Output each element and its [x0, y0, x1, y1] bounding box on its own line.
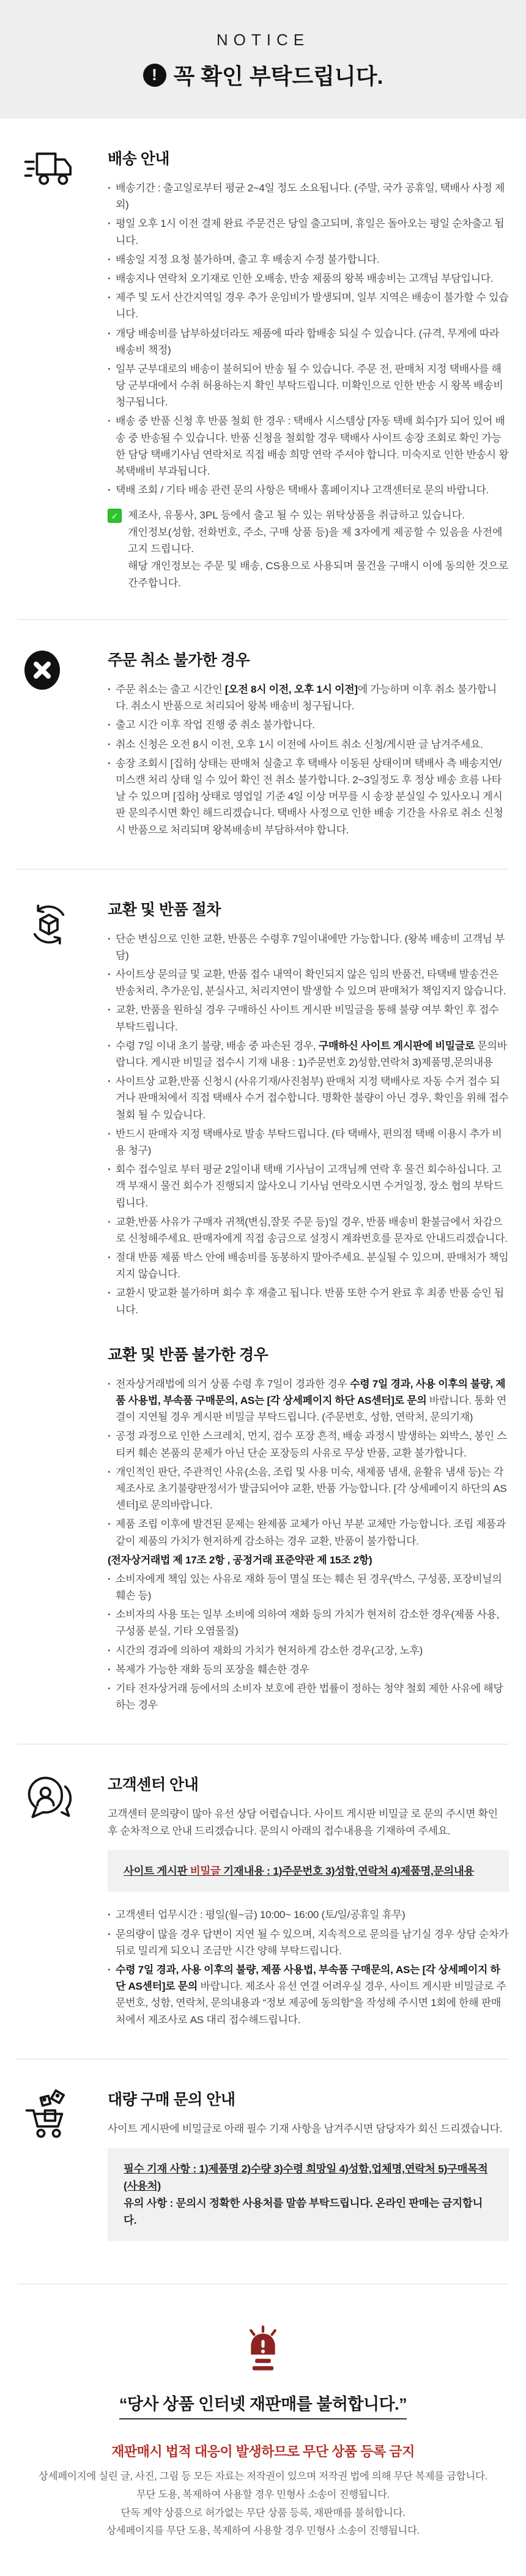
notice-eyebrow: NOTICE: [216, 31, 310, 49]
section-bulk: [0, 2087, 526, 2256]
copyright-line: 상세페이지에 실린 글, 사진, 그림 등 모든 자료는 저작권이 있으며 저작권 법에 의해 무단 복제를 금합니다.: [39, 2471, 487, 2482]
section-exchange-content: [108, 898, 509, 1716]
bulk-required-line: 필수 기재 사항 : 1)제품명 2)수량 3)수령 희망일 4)성함,업체명,연락처 5)구매목적(사용처): [124, 2163, 488, 2193]
list-item: · 기타 전자상거래 등에서의 소비자 보호에 관한 법률이 정하는 청약 철회 제한 사유에 해당하는 경우: [108, 1680, 509, 1713]
list-item: · 수령 7일 이내 초기 불량, 배송 중 파손된 경우, 구매하신 사이트 게시판에 비밀글로 문의바랍니다. 게시판 비밀글 접수시 기재 내용 : 1)주문번호 2)성함,연락처 3)제품명,문의내용: [108, 1038, 509, 1071]
exclamation-circle-icon: !: [143, 64, 166, 87]
bulk-required-box: [108, 2148, 509, 2241]
list-item: · 배송기간 : 출고일로부터 평균 2~4일 정도 소요됩니다. (주말, 국가 공휴일, 택배사 사정 제외): [108, 180, 509, 213]
section-exchange-title: 교환 및 반품 절차: [108, 901, 221, 918]
list-item: · 일부 군부대로의 배송이 불허되어 반송 될 수 있습니다. 주문 전, 판매처 지정 택배사를 해당 군부대에서 수취 허용하는지 확인 부탁드립니다. 미확인으로 인한 반송 시 왕복 배송비 청구됩니다.: [108, 361, 509, 411]
section-exchange: [0, 898, 526, 1716]
privacy-note-text: [128, 507, 509, 591]
section-shipping-content: [108, 147, 509, 591]
list-item: · 교환,반품 사유가 구매자 귀책(변심,잘못 주문 등)일 경우, 반품 배송비 환불금에서 차감으로 신청해주세요. 판매자에게 직접 송금으로 설정시 계좌번호를 문자로 안내드리겠습니다.: [108, 1214, 509, 1247]
list-item: · 복제가 가능한 재화 등의 포장을 훼손한 경우: [108, 1661, 509, 1678]
privacy-note: [108, 507, 509, 591]
list-item: · 단순 변심으로 인한 교환, 반품은 수령후 7일이내에만 가능합니다. (왕복 배송비 고객님 부담): [108, 931, 509, 964]
truck-icon: [23, 147, 108, 591]
section-cs: [0, 1773, 526, 2030]
list-item: (전자상거래법 제 17조 2항 , 공정거래 표준약관 제 15조 2항): [108, 1554, 372, 1566]
copyright-line: 상세페이지를 무단 도용, 복제하여 사용할 경우 민형사 소송이 진행됩니다.: [106, 2525, 420, 2537]
list-item: · 소비자의 사용 또는 일부 소비에 의하여 재화 등의 가치가 현저히 감소한 경우(제품 사용, 구성품 분실, 기타 오염물질): [108, 1606, 509, 1639]
list-item: · 시간의 경과에 의하여 재화의 가치가 현저하게 감소한 경우(고장, 노후): [108, 1642, 509, 1659]
list-item: · 택배 조회 / 기타 배송 관련 문의 사항은 택배사 홈페이지나 고객센터로 문의 바랍니다.: [108, 482, 509, 498]
list-item: · 배송 중 반품 신청 후 반품 철회 한 경우 : 택배사 시스템상 [자동 택배 회수]가 되어 있어 배송 중 반송될 수 있습니다. 반품 신청을 철회할 경우 택배사 사이트 송장 조회로 확인 가능한 담당 택배기사님 연락처로 직접 배송 희망 연락 주셔야 합니다. 미숙지로 인한 반송시 왕복택배비 부과됩니다.: [108, 413, 509, 479]
cart-icon: [23, 2087, 108, 2256]
return-box-icon: [23, 898, 108, 1716]
list-item: · 제주 및 도서 산간지역일 경우 추가 운임비가 발생되며, 일부 지역은 배송이 불가할 수 있습니다.: [108, 289, 509, 322]
list-item: · 주문 취소는 출고 시간인 [오전 8시 이전, 오후 1시 이전]에 가능하며 이후 취소 불가합니다. 취소시 반품으로 처리되어 왕복 배송비 청구됩니다.: [108, 681, 509, 714]
x-circle-icon: [23, 648, 108, 841]
copyright-lines: [0, 2468, 526, 2541]
chat-person-icon: [23, 1773, 108, 2030]
cs-required-box: [108, 1850, 509, 1892]
privacy-note-line: 제조사, 유통사, 3PL 등에서 출고 될 수 있는 위탁상품을 취급하고 있습니다.: [128, 509, 465, 522]
alarm-bell-icon: [0, 2325, 526, 2376]
copyright-line: 무단 도용, 복제하여 사용할 경우 민형사 소송이 진행됩니다.: [136, 2489, 390, 2500]
cs-required-text: 사이트 게시판 비밀글 기재내용 : 1)주문번호 3)성함,연락처 4)제품명,문의내용: [124, 1865, 475, 1878]
green-check-icon: ✓: [108, 509, 122, 523]
section-bulk-title: 대량 구매 문의 안내: [108, 2091, 235, 2108]
list-item: · 수령 7일 경과, 사용 이후의 불량, 제품 사용법, 부속품 구매문의, AS는 [각 상세페이지 하단 AS센터]로 문의 바랍니다. 제조사 유선 연결 어려우실 경우, 사이트 게시판 비밀글로 주문번호, 성함, 연락처, 문의내용과 “정보 제공에 동의함”을 작성해 주시면 1회에 한해 판매처에서 제조사로 AS 대리 접수해드립니다.: [108, 1962, 509, 2028]
section-shipping-title: 배송 안내: [108, 150, 170, 168]
list-item: · 고객센터 업무시간 : 평일(월~금) 10:00~ 16:00 (토/일/공휴일 휴무): [108, 1906, 509, 1923]
section-cs-content: [108, 1773, 509, 2030]
cs-intro: 고객센터 문의량이 많아 유선 상담 어렵습니다. 사이트 게시판 비밀글 로 문의 주시면 확인 후 순차적으로 안내 드리겠습니다. 문의시 아래의 접수내용을 기재하여 주세요.: [108, 1808, 498, 1837]
section-bulk-content: [108, 2087, 509, 2256]
list-item: · 사이트상 문의글 및 교환, 반품 접수 내역이 확인되지 않은 임의 반품건, 타택배 발송건은 반송처리, 추가운임, 분실사고, 처리지연이 발생할 수 있으며 판매처가 책임지지 않습니다.: [108, 966, 509, 999]
page-title-text: 꼭 확인 부탁드립니다.: [173, 64, 383, 89]
list-item: · 반드시 판매자 지정 택배사로 발송 부탁드립니다. (타 택배사, 편의점 택배 이용시 추가 비용 청구): [108, 1126, 509, 1159]
page-title: [0, 59, 526, 90]
list-item: · 배송지나 연락처 오기재로 인한 오배송, 반송 제품의 왕복 배송비는 고객님 부담입니다.: [108, 270, 509, 287]
list-item: · 교환, 반품을 원하실 경우 구매하신 사이트 게시판 비밀글을 통해 불량 여부 확인 후 접수 부탁드립니다.: [108, 1002, 509, 1035]
list-item: · 절대 반품 제품 박스 안에 배송비를 동봉하지 말아주세요. 분실될 수 있으며, 판매처가 책임지지 않습니다.: [108, 1249, 509, 1282]
list-item: · 취소 신청은 오전 8시 이전, 오후 1시 이전에 사이트 취소 신청/게시판 글 남겨주세요.: [108, 736, 509, 753]
list-item: · 배송일 지정 요청 불가하며, 출고 후 배송지 수정 불가합니다.: [108, 251, 509, 268]
list-item: · 출고 시간 이후 작업 진행 중 취소 불가합니다.: [108, 717, 509, 733]
section-divider: [17, 619, 509, 620]
list-item: · 전자상거래법에 의거 상품 수령 후 7일이 경과한 경우 수령 7일 경과, 사용 이후의 불량, 제품 사용법, 부속품 구매문의, AS는 [각 상세페이지 하단 AS센터]로 문의 바랍니다. 통화 연결이 지연될 경우 게시판 비밀글 부탁드립니다. (주문번호, 성함, 연락처, 문의기재): [108, 1376, 509, 1426]
resale-quote: “당사 상품 인터넷 재판매를 불허합니다.”: [119, 2391, 407, 2419]
privacy-note-line: 개인정보(성함, 전화번호, 주소, 구매 상품 등)을 제 3자에게 제공할 수 있음을 사전에 고지 드립니다.: [128, 526, 503, 555]
copyright-line: 단독 계약 상품으로 허가없는 무단 상품 등록, 재판매를 불허합니다.: [120, 2507, 406, 2519]
list-item: · 개당 배송비를 납부하셨더라도 제품에 따라 합배송 되실 수 있습니다. (규격, 무게에 따라 배송비 책정): [108, 325, 509, 358]
section-cs-title: 고객센터 안내: [108, 1776, 199, 1794]
cs-notes-list: [108, 1906, 509, 2028]
bulk-caution-line: 유의 사항 : 문의시 정확한 사용처를 말씀 부탁드립니다. 온라인 판매는 금지합니다.: [124, 2197, 483, 2227]
resale-warning-text: 재판매시 법적 대응이 발생하므로 무단 상품 등록 금지: [111, 2444, 415, 2460]
bulk-intro: 사이트 게시판에 비밀글로 아래 필수 기재 사항을 남겨주시면 담당자가 회신 드리겠습니다.: [108, 2122, 503, 2135]
no-exchange-notes-list: [108, 1376, 509, 1714]
list-item: · 교환시 맞교환 불가하며 회수 후 재출고 됩니다. 반품 또한 수거 완료 후 최종 반품 승인 됩니다.: [108, 1285, 509, 1318]
exchange-notes-list: [108, 931, 509, 1318]
list-item: · 회수 접수일로 부터 평균 2일이내 택배 기사님이 고객님께 연락 후 물건 회수하십니다. 고객 부재시 물건 회수가 진행되지 않사오니 기사님 연락오시면 수거일정, 장소 협의 부탁드립니다.: [108, 1161, 509, 1211]
list-item: · 제품 조립 이후에 발견된 문제는 완제품 교체가 아닌 부분 교체만 가능합니다. 조립 제품과 같이 제품의 가치가 현저하게 감소하는 경우 교환, 반품이 불가합니다.: [108, 1516, 509, 1549]
list-item: · 평일 오후 1시 이전 결제 완료 주문건은 당일 출고되며, 휴일은 돌아오는 평일 순차출고 됩니다.: [108, 215, 509, 248]
list-item: · 소비자에게 책임 있는 사유로 재화 등이 멸실 또는 훼손 된 경우(박스, 구성품, 포장비닐의 훼손 등): [108, 1571, 509, 1604]
list-item: · 문의량이 많을 경우 답변이 지연 될 수 있으며, 지속적으로 문의를 남기실 경우 상담 순차가 뒤로 밀리게 되오니 조금만 시간 양해 부탁드립니다.: [108, 1926, 509, 1959]
section-cancel: [0, 648, 526, 841]
list-item: · 개인적인 판단, 주관적인 사유(소음, 조립 및 사용 미숙, 새제품 냄새, 윤활유 냄새 등)는 각 제조사로 초기불량판정서가 발급되어야 교환, 반품 가능합니다. [각 상세페이지 하단의 AS센터]로 문의바랍니다.: [108, 1464, 509, 1514]
secret-post-highlight: 비밀글: [190, 1865, 221, 1878]
list-item: · 송장 조회시 [집하] 상태는 판매처 실출고 후 택배사 이동된 상태이며 택배사 측 배송지연/미스캔 처리 상태 일 수 있어 확인 전 취소 불가합니다. 2~3일정도 후 정상 배송 흐름 나타날 수 있으며 [집하] 상태로 영업일 기준 4일 이상 머무를 시 송장 분실일 수 있사오니 게시판 문의주시면 확인 해드리겠습니다. 택배사 사정으로 인한 배송 기간을 사유로 취소 신청시 반품으로 처리되며 왕복배송비 부담하셔야 합니다.: [108, 755, 509, 838]
section-no-exchange-title: 교환 및 반품 불가한 경우: [108, 1346, 269, 1364]
cancel-notes-list: [108, 681, 509, 838]
shipping-notes-list: [108, 180, 509, 498]
resale-warning-block: [0, 2325, 526, 2576]
section-shipping: [0, 147, 526, 591]
list-item: · 공정 과정으로 인한 스크레치, 먼지, 검수 포장 흔적, 배송 과정시 발생하는 외박스, 봉인 스티커 훼손 본품의 문제가 아닌 단순 포장등의 사유로 무상 반품, 교환 불가합니다.: [108, 1428, 509, 1461]
notice-header: [0, 0, 526, 119]
section-cancel-title: 주문 취소 불가한 경우: [108, 652, 250, 670]
privacy-note-line: 해당 개인정보는 주문 및 배송, CS용으로 사용되며 물건을 구매시 이에 동의한 것으로 간주합니다.: [128, 559, 509, 589]
list-item: · 사이트상 교환,반품 신청시 (사유기재/사진첨부) 판매처 지정 택배사로 자동 수거 접수 되거나 판매처에서 직접 택배사 수거 접수합니다. 명확한 불량이 아닌 경우, 확인을 위해 접수 철회 될 수 있습니다.: [108, 1073, 509, 1123]
section-cancel-content: [108, 648, 509, 841]
